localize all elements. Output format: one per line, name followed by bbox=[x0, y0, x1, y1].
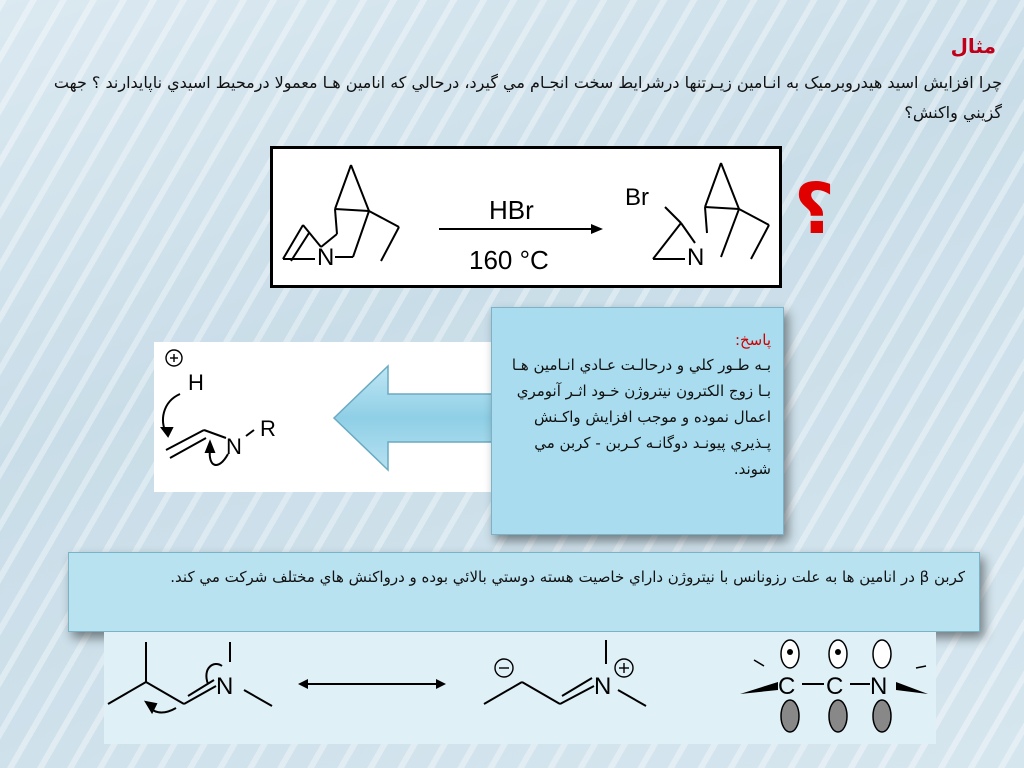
beta-note-box bbox=[68, 552, 980, 632]
slide-title: مثال bbox=[950, 34, 996, 58]
bromine-label: Br bbox=[625, 184, 649, 211]
iminium-n-label: N bbox=[226, 434, 242, 459]
iminium-resonance-form bbox=[484, 640, 646, 706]
resonance-n-label-2: N bbox=[594, 673, 612, 700]
condition-label: 160 °C bbox=[469, 245, 549, 275]
answer-title: پاسخ: bbox=[734, 331, 771, 349]
product-structure bbox=[653, 163, 769, 259]
orbital-n-label: N bbox=[870, 673, 888, 700]
orbital-c-label-1: C bbox=[778, 673, 796, 700]
beta-note-text: کربن β در انامين ها به علت رزونانس با نيتروژن داراي خاصيت هسته دوستي بالائي بوده و درواکنش هاي مختلف شرکت مي کند. bbox=[170, 568, 965, 586]
resonance-scheme bbox=[104, 632, 936, 744]
enamine-n-label: N bbox=[317, 244, 335, 271]
answer-text: بـه طـور کلي و درحالـت عـادي انـامين هـا بـا زوج الکترون نيتروژن خـود اثـر آنومري اعمال نموده و موجب افزايش واکـنش پـذيري پيونـد دوگانـه کـربن - کربن مي شوند. bbox=[511, 356, 771, 478]
question-mark: ؟ bbox=[794, 168, 835, 250]
orbital-c-label-2: C bbox=[826, 673, 844, 700]
enamine-structure bbox=[283, 165, 399, 261]
question-text: چرا افزايش اسيد هيدروبرميک به انـامين زيـرتنها درشرايط سخت انجـام مي گيرد، درحالي که انامين هـا معمولا درمحيط اسيدي ناپايدارند ؟ جهت گزيني واکنش؟ bbox=[53, 73, 1002, 122]
reaction-scheme bbox=[270, 146, 782, 288]
answer-box bbox=[491, 307, 784, 535]
enamine-resonance-form bbox=[108, 642, 272, 712]
reagent-label: HBr bbox=[489, 195, 534, 225]
resonance-n-label-1: N bbox=[216, 673, 234, 700]
r-group-label: R bbox=[260, 416, 276, 441]
product-n-label: N bbox=[687, 244, 705, 271]
proton-label: H bbox=[188, 370, 204, 395]
